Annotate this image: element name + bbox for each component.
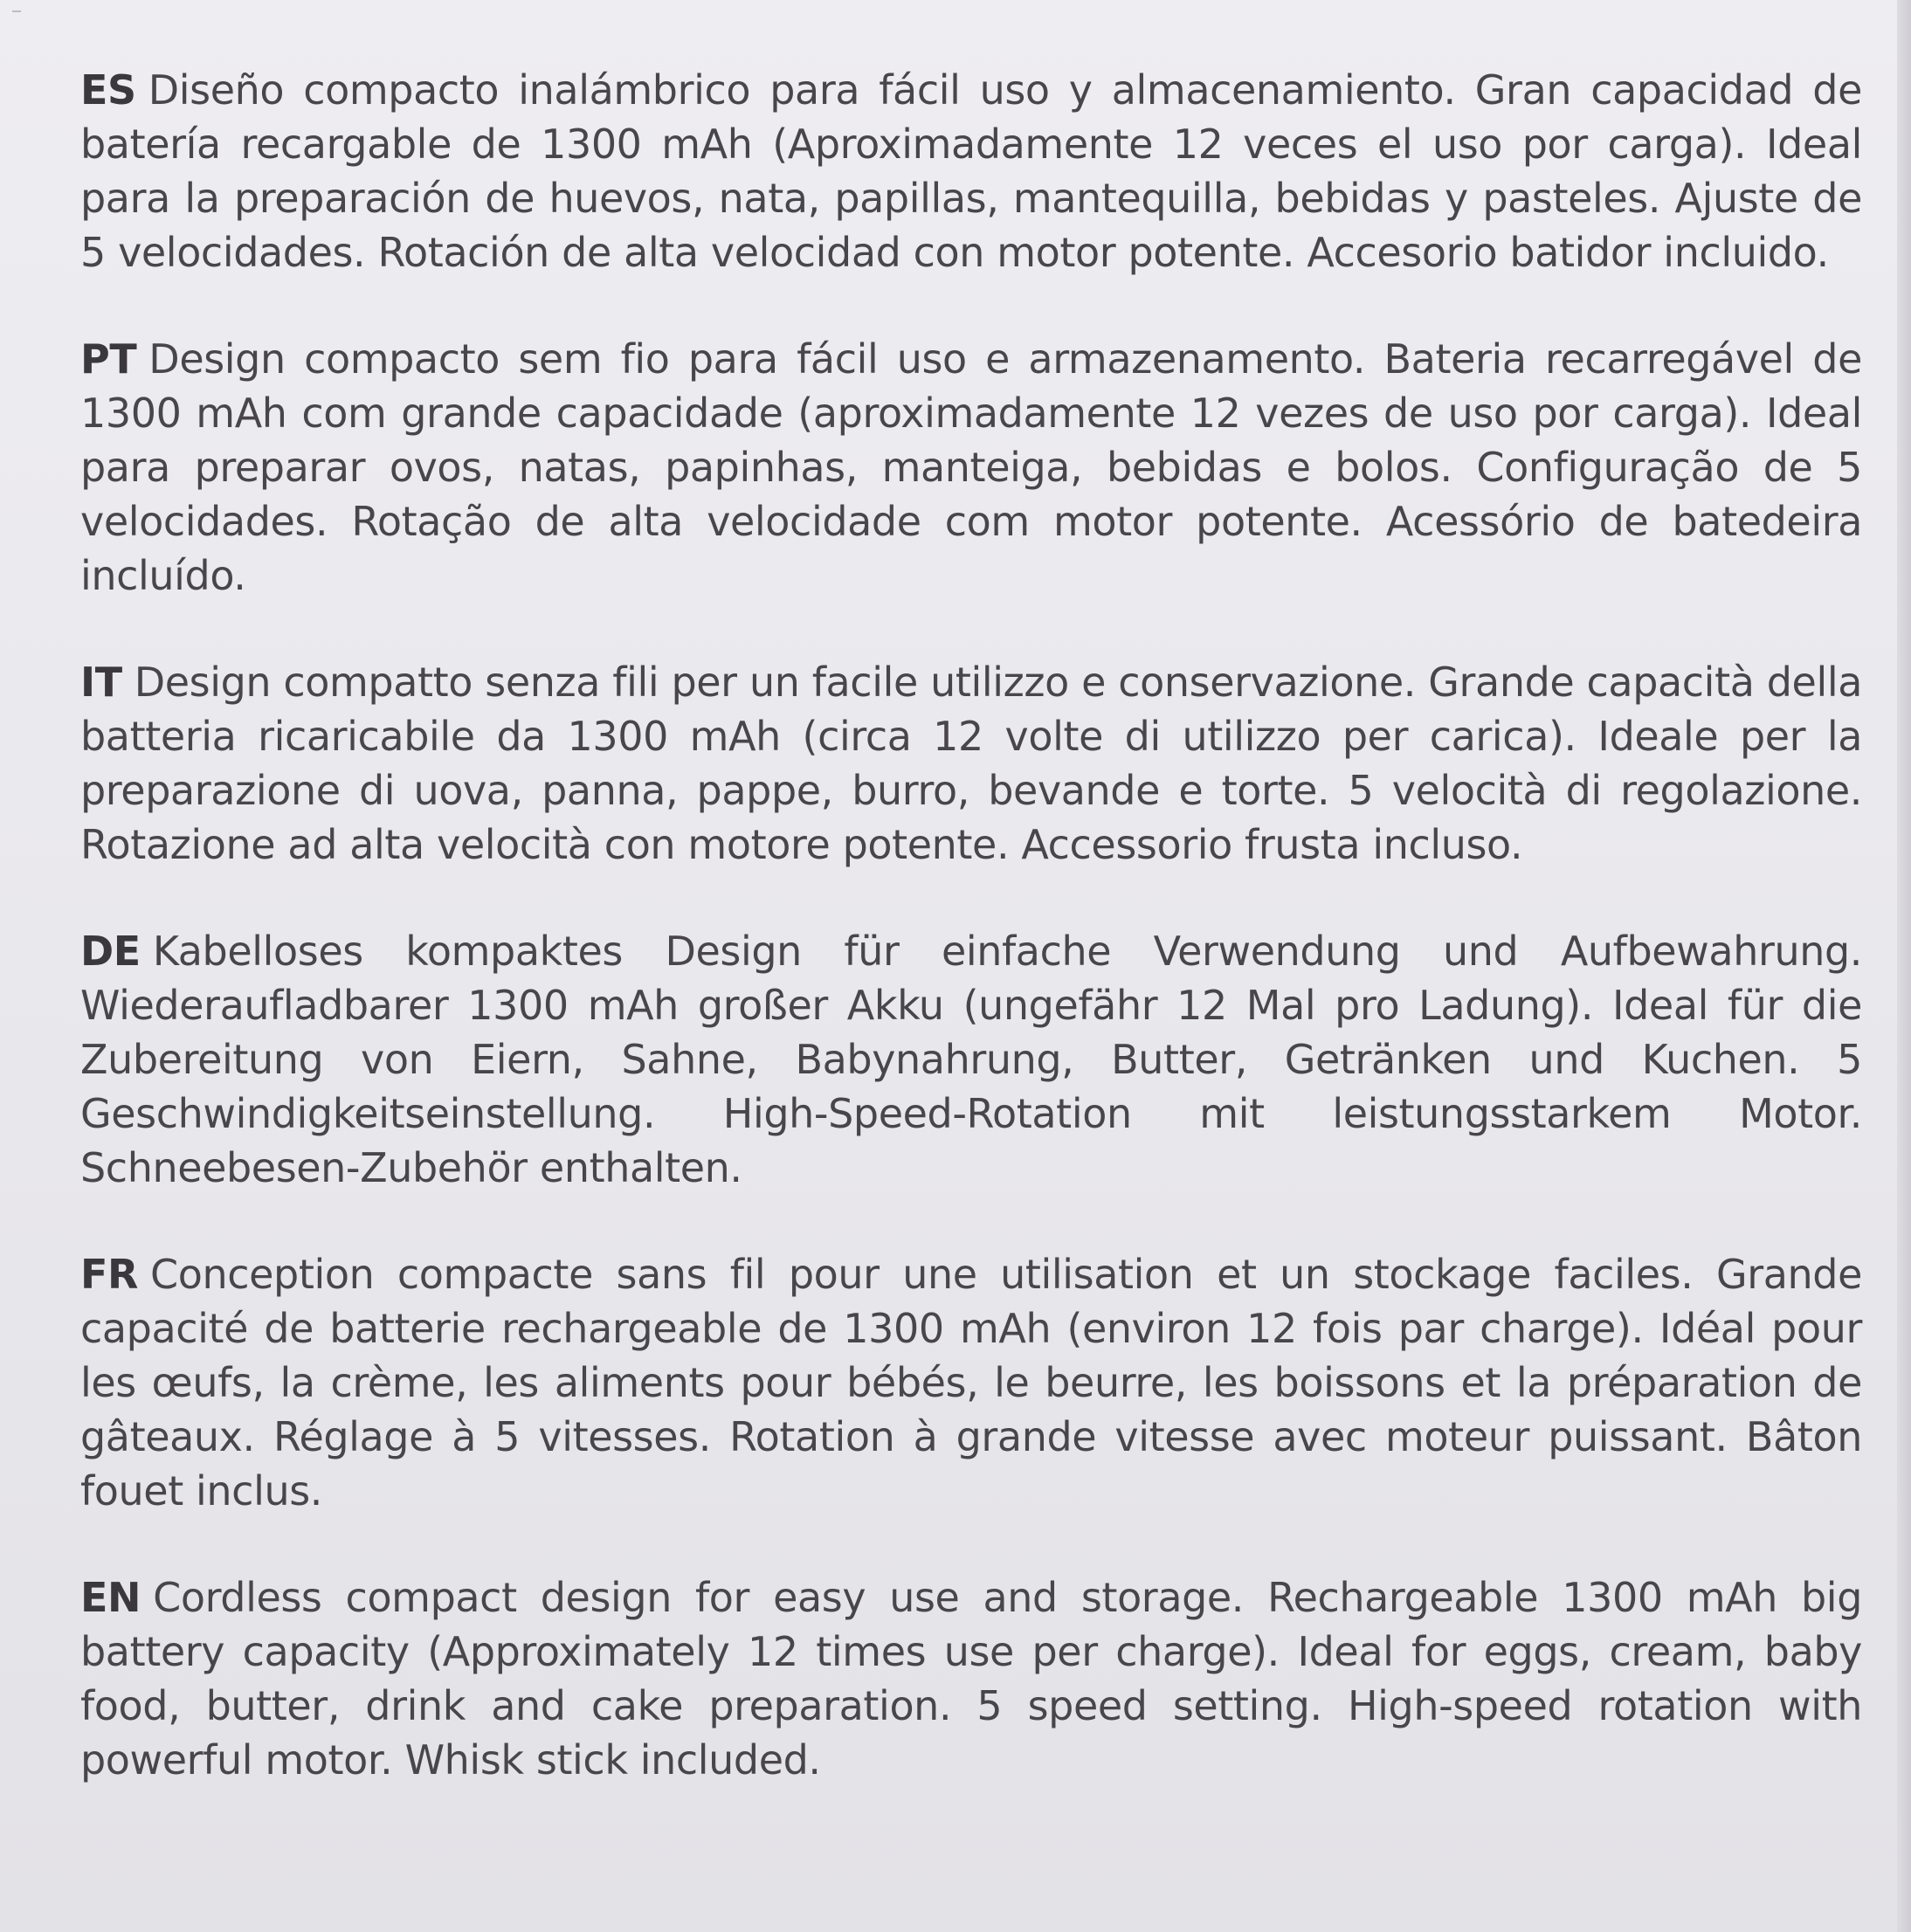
- edge-mark: [12, 10, 21, 12]
- description-fr: Conception compacte sans fil pour une utilisation et un stockage faciles. Grande capacité de batterie rechargeable de 1300 mAh (environ 12 fois par charge). Idéal pour les œufs, la crème, les aliments pour bébés, le beurre, les boissons et la préparation de gâteaux. Réglage à 5 vitesses. Rotation à grande vitesse avec moteur puissant. Bâton fouet inclus.: [80, 1251, 1862, 1515]
- panel-right-edge: [1897, 0, 1911, 1932]
- section-pt: [80, 332, 1862, 603]
- description-de: Kabelloses kompaktes Design für einfache Verwendung und Aufbewahrung. Wiederaufladbarer 1300 mAh großer Akku (ungefähr 12 Mal pro Ladung). Ideal für die Zubereitung von Eiern, Sahne, Babynahrung, Butter, Getränken und Kuchen. 5 Geschwindigkeitseinstellung. High-Speed-Rotation mit leistungsstarkem Motor. Schneebesen-Zubehör enthalten.: [80, 928, 1862, 1191]
- description-pt: Design compacto sem fio para fácil uso e armazenamento. Bateria recarregável de 1300 mAh com grande capacidade (aproximadamente 12 vezes de uso por carga). Ideal para preparar ovos, natas, papinhas, manteiga, bebidas e bolos. Configuração de 5 velocidades. Rotação de alta velocidade com motor potente. Acessório de batedeira incluído.: [80, 335, 1862, 599]
- description-es: Diseño compacto inalámbrico para fácil uso y almacenamiento. Gran capacidad de batería recargable de 1300 mAh (Aproximadamente 12 veces el uso por carga). Ideal para la preparación de huevos, nata, papillas, mantequilla, bebidas y pasteles. Ajuste de 5 velocidades. Rotación de alta velocidad con motor potente. Accesorio batidor incluido.: [80, 66, 1862, 276]
- language-code-fr: FR: [80, 1251, 139, 1298]
- multilingual-description: [80, 63, 1862, 1787]
- language-code-es: ES: [80, 66, 136, 114]
- section-fr: [80, 1247, 1862, 1518]
- section-en: [80, 1570, 1862, 1787]
- description-en: Cordless compact design for easy use and storage. Rechargeable 1300 mAh big battery capacity (Approximately 12 times use per charge). Ideal for eggs, cream, baby food, butter, drink and cake preparation. 5 speed setting. High-speed rotation with powerful motor. Whisk stick included.: [80, 1574, 1862, 1784]
- language-code-de: DE: [80, 928, 141, 975]
- language-code-it: IT: [80, 659, 122, 706]
- section-de: [80, 924, 1862, 1195]
- language-code-pt: PT: [80, 335, 137, 383]
- description-it: Design compatto senza fili per un facile utilizzo e conservazione. Grande capacità della batteria ricaricabile da 1300 mAh (circa 12 volte di utilizzo per carica). Ideale per la preparazione di uova, panna, pappe, burro, bevande e torte. 5 velocità di regolazione. Rotazione ad alta velocità con motore potente. Accessorio frusta incluso.: [80, 659, 1862, 868]
- section-it: [80, 655, 1862, 872]
- section-es: [80, 63, 1862, 279]
- language-code-en: EN: [80, 1574, 141, 1621]
